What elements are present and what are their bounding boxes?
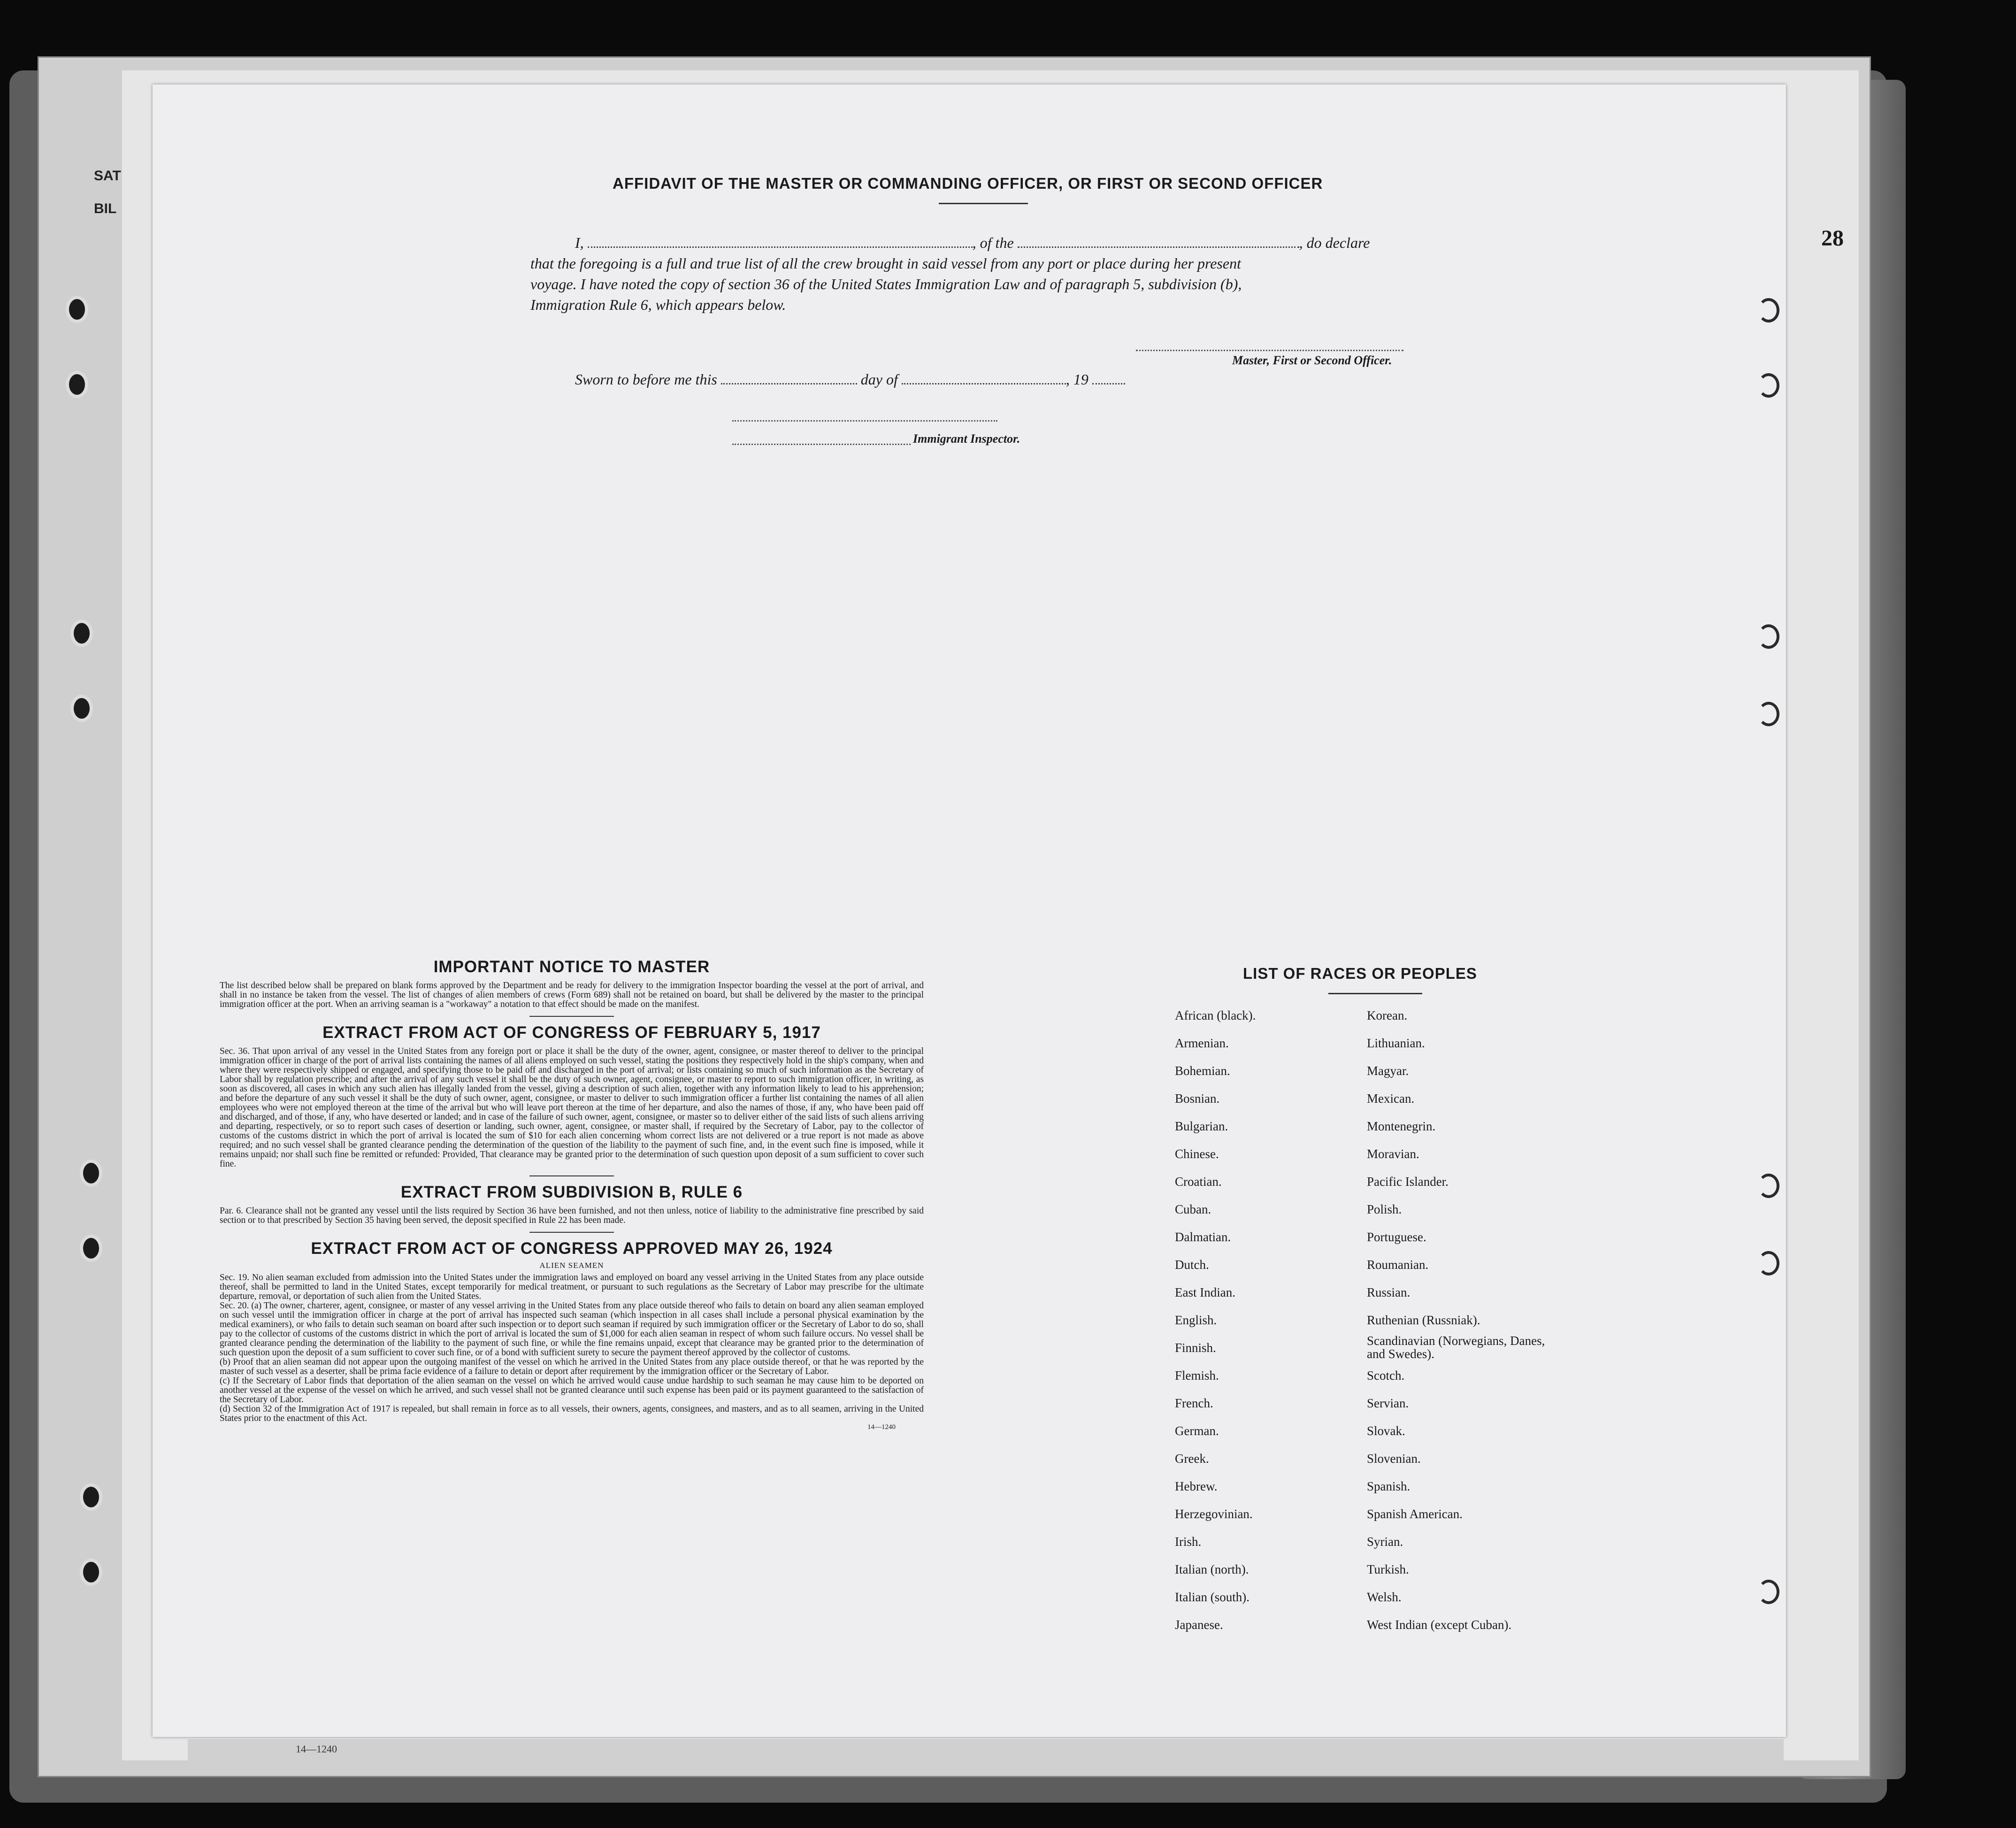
race-item: Bohemian.: [1175, 1064, 1230, 1078]
race-item: Scandinavian (Norwegians, Danes, and Swedes).: [1367, 1334, 1545, 1361]
race-item: Slovak.: [1367, 1424, 1405, 1438]
binder-hook-icon: [1758, 1580, 1779, 1604]
vessel-name-field[interactable]: [1018, 235, 1299, 248]
race-item: Scotch.: [1367, 1368, 1405, 1383]
race-item: Greek.: [1175, 1452, 1209, 1466]
notice-title: IMPORTANT NOTICE TO MASTER: [433, 958, 710, 976]
race-item: Ruthenian (Russniak).: [1367, 1313, 1480, 1327]
affidavit-line2: that the foregoing is a full and true list of all the crew brought in said vessel from any port or place during her present: [530, 255, 1241, 272]
race-item: Italian (south).: [1175, 1590, 1249, 1604]
race-item: Dutch.: [1175, 1258, 1209, 1272]
race-item: Roumanian.: [1367, 1258, 1429, 1272]
race-item: Herzegovinian.: [1175, 1507, 1253, 1521]
affidavit-line1-b: , of the: [972, 234, 1014, 251]
affidavit-title: AFFIDAVIT OF THE MASTER OR COMMANDING OFFICER, OR FIRST OR SECOND OFFICER: [613, 175, 1323, 192]
race-item: Flemish.: [1175, 1368, 1219, 1383]
binder-hook-icon: [1758, 1251, 1779, 1275]
race-item: West Indian (except Cuban).: [1367, 1618, 1512, 1632]
race-item: Croatian.: [1175, 1175, 1222, 1189]
race-item: Montenegrin.: [1367, 1119, 1436, 1133]
race-item: Hebrew.: [1175, 1479, 1218, 1493]
race-item: Finnish.: [1175, 1341, 1216, 1355]
races-title-rule: [1328, 993, 1422, 994]
binder-hook-icon: [1758, 702, 1779, 726]
binder-hole-icon: [66, 296, 88, 323]
race-item: Portuguese.: [1367, 1230, 1426, 1244]
race-item: Magyar.: [1367, 1064, 1409, 1078]
sworn-text-b: day of: [860, 371, 898, 388]
extract2-body: Par. 6. Clearance shall not be granted any vessel until the lists required by Section 36 have been furnished, and not then unless, notice of liability to the administrative fine prescribed by said section or to that prescribed by Section 35 having been served, the deposit specified in Rule 22 has been made.: [220, 1206, 924, 1225]
race-item: Armenian.: [1175, 1036, 1229, 1050]
master-signature-label: Master, First or Second Officer.: [1232, 353, 1392, 367]
race-item: Russian.: [1367, 1285, 1410, 1299]
affidavit-body: [530, 232, 1446, 315]
section-divider: [529, 1232, 614, 1233]
extract3-subtitle: ALIEN SEAMEN: [539, 1261, 604, 1270]
affidavit-line1-a: I,: [575, 234, 584, 251]
extract3-sec20b: (b) Proof that an alien seaman did not appear upon the outgoing manifest of the vessel on which he arrived in the United States from any place outside thereof, or that he was reported by the master of such vessel as a deserter, shall be prima facie evidence of a failure to detain or deport after requirement by the immigration officer or the Secretary of Labor.: [220, 1357, 924, 1376]
affidavit-line1-c: , do declare: [1299, 234, 1370, 251]
sworn-month-field[interactable]: [902, 372, 1066, 384]
margin-side-labels: [94, 160, 121, 225]
binder-hole-icon: [66, 371, 88, 398]
races-title: LIST OF RACES OR PEOPLES: [1243, 965, 1477, 982]
race-item: Bosnian.: [1175, 1091, 1220, 1106]
binder-hook-icon: [1758, 298, 1779, 323]
sworn-text-a: Sworn to before me this: [575, 371, 717, 388]
extract1-title: EXTRACT FROM ACT OF CONGRESS OF FEBRUARY 5, 1917: [322, 1023, 821, 1042]
race-item: Slovenian.: [1367, 1452, 1421, 1466]
race-item: Irish.: [1175, 1535, 1202, 1549]
race-item: African (black).: [1175, 1008, 1256, 1022]
race-item: Spanish American.: [1367, 1507, 1463, 1521]
binder-hook-icon: [1758, 1174, 1779, 1198]
binder-hole-icon: [80, 1235, 102, 1262]
race-item: Chinese.: [1175, 1147, 1219, 1161]
affidavit-line3: voyage. I have noted the copy of section 36 of the United States Immigration Law and of paragraph 5, subdivision (b),: [530, 276, 1242, 292]
notice-body: The list described below shall be prepared on blank forms approved by the Department and be ready for delivery to the immigration Inspector boarding the vessel at the port of arrival, and shall in no instance be taken from the vessel. The list of changes of alien members of crews (Form 689) shall not be retained on board, but shall be delivered by the master to the principal immigration officer at the port. When an arriving seaman is a "workaway" a notation to that effect should be made on the manifest.: [220, 981, 924, 1009]
inspector-signature-dots: [732, 444, 911, 445]
race-item: Italian (north).: [1175, 1562, 1249, 1576]
binder-hole-icon: [70, 695, 93, 722]
inspector-signature-field[interactable]: [732, 420, 997, 422]
binder-hole-icon: [80, 1483, 102, 1511]
bottom-form-number: 14—1240: [296, 1743, 337, 1755]
race-item: French.: [1175, 1396, 1213, 1410]
inspector-label: Immigrant Inspector.: [913, 432, 1020, 445]
race-item: Spanish.: [1367, 1479, 1410, 1493]
extract3-sec20d: (d) Section 32 of the Immigration Act of 1917 is repealed, but shall remain in force as to all vessels, their owners, agents, consignees, and masters, and as to all seamen, arriving in the United States prior to the enactment of this Act.: [220, 1404, 924, 1423]
race-item: Syrian.: [1367, 1535, 1403, 1549]
race-item: Moravian.: [1367, 1147, 1419, 1161]
notice-column: [220, 958, 924, 1431]
race-item: English.: [1175, 1313, 1217, 1327]
binder-hook-icon: [1758, 624, 1779, 649]
binder-hole-icon: [70, 620, 93, 647]
race-item: Pacific Islander.: [1367, 1175, 1449, 1189]
extract3-sec19: Sec. 19. No alien seaman excluded from admission into the United States under the immigration laws and employed on board any vessel arriving in the United States from any place outside thereof, shall be permitted to land in the United States, except temporarily for medical treatment, or pursuant to such regulations as the Secretary of Labor may prescribe for the ultimate departure, removal, or deportation of such alien from the United States.: [220, 1273, 924, 1301]
race-item: Mexican.: [1367, 1091, 1415, 1106]
binder-hole-icon: [80, 1559, 102, 1586]
binder-hole-icon: [80, 1160, 102, 1187]
race-item: Korean.: [1367, 1008, 1408, 1022]
race-item: East Indian.: [1175, 1285, 1235, 1299]
race-item: Japanese.: [1175, 1618, 1223, 1632]
sworn-text-c: , 19: [1065, 371, 1088, 388]
binder-hook-icon: [1758, 373, 1779, 398]
margin-label-2: BIL: [94, 201, 117, 216]
race-item: Welsh.: [1367, 1590, 1402, 1604]
title-rule: [939, 203, 1028, 204]
race-item: German.: [1175, 1424, 1219, 1438]
page-number: 28: [1821, 226, 1844, 251]
section-divider: [529, 1175, 614, 1176]
race-item: Turkish.: [1367, 1562, 1409, 1576]
bottom-sheet-strip: [188, 1739, 1784, 1767]
extract2-title: EXTRACT FROM SUBDIVISION B, RULE 6: [400, 1183, 743, 1201]
section-divider: [529, 1016, 614, 1017]
extract3-title: EXTRACT FROM ACT OF CONGRESS APPROVED MAY 26, 1924: [311, 1239, 833, 1258]
sworn-year-field[interactable]: [1092, 372, 1125, 384]
race-item: Polish.: [1367, 1202, 1402, 1216]
master-signature-field[interactable]: [1136, 350, 1403, 351]
extract1-body: Sec. 36. That upon arrival of any vessel in the United States from any foreign port or place it shall be the duty of the owner, agent, consignee, or master thereof to deliver to the principal immigration officer in charge of the port of arrival lists containing the names of all aliens employed on such vessel, stating the positions they respectively hold in the ship's company, when and where they were respectively shipped or engaged, and specifying those to be paid off and discharged in the port of arrival; or lists containing so much of such information as the Secretary of Labor shall by regulation prescribe; and after the arrival of any such vessel it shall be the duty of such owner, agent, consignee, or master to report to such immigration officer, in writing, as soon as discovered, all cases in which any such alien has illegally landed from the vessel, giving a description of such alien, together with any information likely to lead to his apprehension; and before the departure of any such vessel it shall be the duty of such owner, agent, consignee, or master to deliver to such immigration officer a further list containing the names of all alien employees who were not employed thereon at the time of the arrival but who will leave port thereon at the time of her departure, and also the names of those, if any, who have been paid off and discharged, and of those, if any, who have deserted or landed; and in case of the failure of such owner, agent, consignee, or master so to deliver either of the said lists of such aliens arriving and departing, respectively, or so to report such cases of desertion or landing, such owner, agent, consignee, or master shall, if required by the Secretary of Labor, pay to the collector of customs of the customs district in which the port of arrival is located the sum of $10 for each alien concerning whom correct lists are not delivered or a true report is not made as above required; and no such vessel shall be granted clearance pending the determination of the question of the liability to the payment of such fine, and, in the event such fine is imposed, while it remains unpaid; nor shall such fine be remitted or refunded: Provided, That clearance may be granted prior to the determination of such question upon deposit of a sum sufficient to cover such fine.: [220, 1046, 924, 1169]
extract3-sec20a: Sec. 20. (a) The owner, charterer, agent, consignee, or master of any vessel arriving in the United States from any place outside thereof who fails to detain on board any alien seaman employed on such vessel until the immigration officer in charge at the port of arrival has inspected such seaman (which inspection in all cases shall include a personal physical examination by the medical examiners), or who fails to detain such seaman on board after such inspection or to deport such seaman if required by such immigration officer or the Secretary of Labor to do so, shall pay to the collector of customs of the customs district in which the port of arrival is located the sum of $1,000 for each alien seaman in respect of whom such failure occurs. No vessel shall be granted clearance pending the determination of the liability to the payment of such fine, or while the fine remains unpaid, except that clearance may be granted prior to the determination of such question upon the deposit of a sum sufficient to cover such fine, or of a bond with sufficient surety to secure the payment thereof approved by the collector of customs.: [220, 1301, 924, 1358]
manifest-page: [153, 84, 1786, 1737]
master-name-field[interactable]: [588, 235, 973, 248]
race-item: Cuban.: [1175, 1202, 1211, 1216]
race-item: Servian.: [1367, 1396, 1409, 1410]
race-item: Bulgarian.: [1175, 1119, 1228, 1133]
extract3-sec20c: (c) If the Secretary of Labor finds that deportation of the alien seaman on the vessel on which he arrived would cause undue hardship to such seaman he may cause him to be deported on another vessel at the expense of the vessel on which he arrived, and such vessel shall not be granted clearance until such expense has been paid or its payment guaranteed to the satisfaction of the Secretary of Labor.: [220, 1376, 924, 1405]
sworn-day-field[interactable]: [721, 372, 857, 384]
race-item: Dalmatian.: [1175, 1230, 1231, 1244]
sworn-statement: [575, 371, 1125, 388]
margin-label-1: SAT: [94, 168, 121, 184]
affidavit-line4: Immigration Rule 6, which appears below.: [530, 296, 786, 313]
race-item: Lithuanian.: [1367, 1036, 1425, 1050]
form-number: 14—1240: [867, 1423, 896, 1431]
